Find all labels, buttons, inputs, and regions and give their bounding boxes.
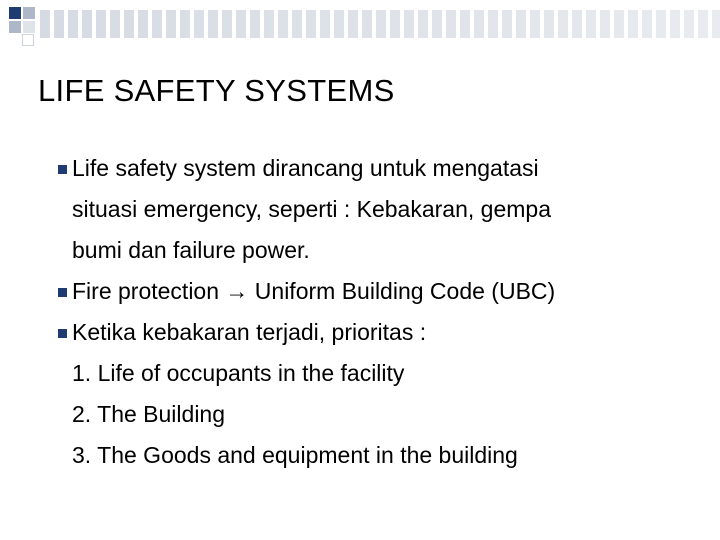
bullet-text-line [72, 271, 688, 312]
square-bullet-icon [58, 165, 67, 174]
decorative-square [8, 6, 22, 20]
list-item [58, 148, 688, 271]
decorative-square [8, 20, 22, 34]
bullet-text-line: situasi emergency, seperti : Kebakaran, gempa [72, 196, 551, 222]
numbered-item: 2. The Building [72, 401, 226, 427]
bullet-text-line: bumi dan failure power. [72, 237, 310, 263]
decorative-square [22, 20, 36, 34]
bullet-text: Fire protection [72, 278, 226, 304]
numbered-item: 3. The Goods and equipment in the building [72, 442, 518, 468]
slide-title: LIFE SAFETY SYSTEMS [38, 73, 395, 108]
square-bullet-icon [58, 329, 67, 338]
bullet-text-line: Ketika kebakaran terjadi, prioritas : [72, 319, 427, 345]
decorative-square [22, 6, 36, 20]
bullet-text-line: Life safety system dirancang untuk mengatasi [72, 155, 539, 181]
numbered-item: 1. Life of occupants in the facility [72, 360, 405, 386]
decorative-square [22, 34, 34, 46]
bullet-list [58, 148, 688, 476]
list-item [58, 312, 688, 476]
decorative-top-band-fade [40, 10, 720, 38]
square-bullet-icon [58, 288, 67, 297]
bullet-text: Uniform Building Code (UBC) [248, 278, 556, 304]
right-arrow-icon: → [225, 278, 249, 304]
list-item [58, 271, 688, 312]
